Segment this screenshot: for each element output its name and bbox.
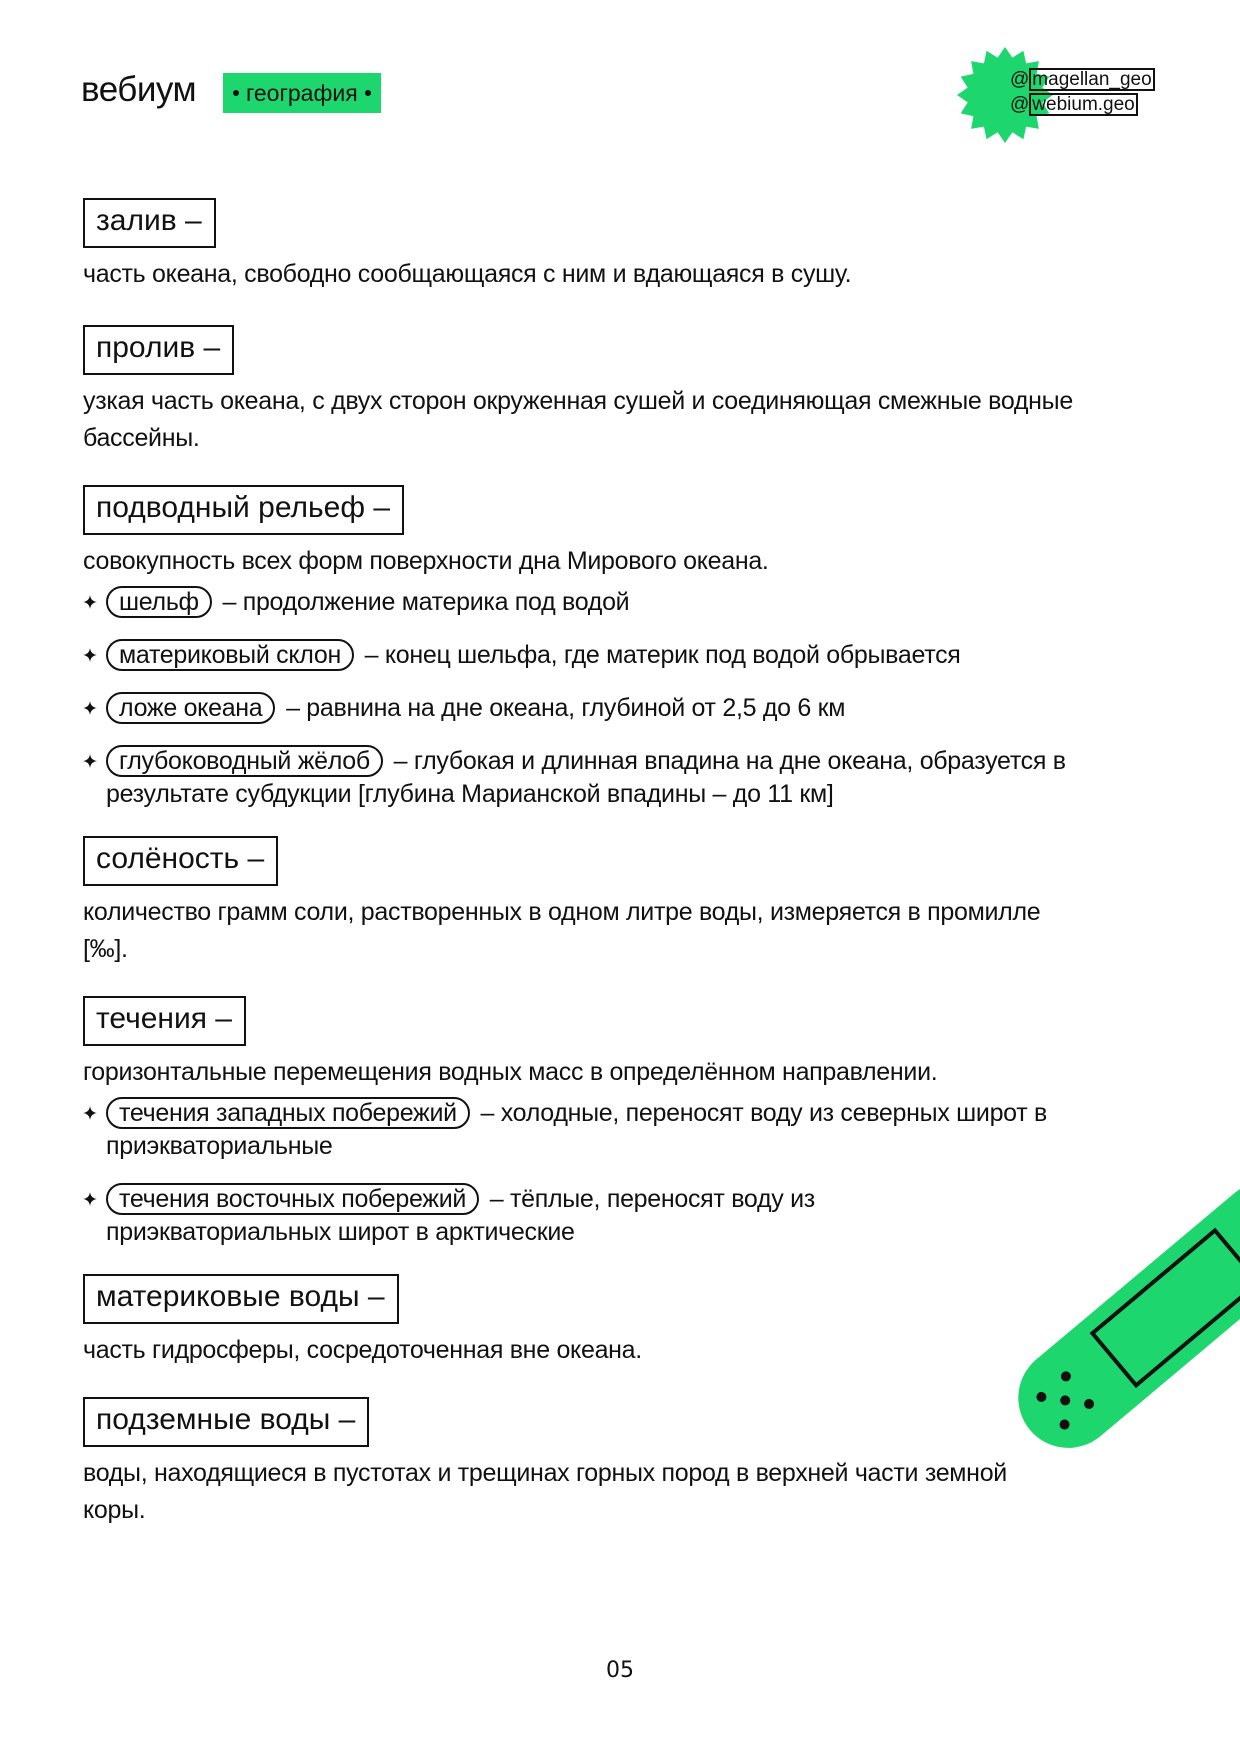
term-pill: течения восточных побережий [106,1183,479,1215]
term-pill: глубоководный жёлоб [106,745,383,777]
glossary-entry [83,485,1163,811]
term: подземные воды – [83,1397,369,1447]
dot-icon [233,90,239,96]
list-item [83,1183,906,1249]
bandage-icon [1000,1160,1240,1480]
bullet-list [83,586,1163,811]
handle-name: magellan_geo [1029,68,1154,91]
term-pill: ложе океана [106,692,275,724]
term: солёность – [83,836,278,886]
definition: количество грамм соли, растворенных в одном литре воды, измеряется в промилле [‰]. [83,898,1041,963]
glossary-entry [83,836,1163,968]
definition: воды, находящиеся в пустотах и трещинах горных пород в верхней части земной коры. [83,1459,1007,1524]
definition: часть океана, свободно сообщающаяся с ним и вдающаяся в сушу. [83,260,852,288]
term: течения – [83,996,246,1046]
bullet-text: – равнина на дне океана, глубиной от 2,5 до 6 км [286,694,846,722]
term: залив – [83,198,216,248]
definition: горизонтальные перемещения водных масс в определённом направлении. [83,1058,938,1086]
dot-icon [365,90,371,96]
list-item [83,1097,1166,1163]
term-pill: шельф [106,586,212,618]
subject-badge [223,73,381,113]
bullet-text: – холодные, переносят воду из северных широт в приэкваториальные [106,1099,1048,1160]
subject-label: география [246,79,358,106]
brand-logo: вебиум [81,70,197,109]
list-item [83,692,1163,725]
glossary-entry [83,198,1163,293]
glossary-entry [83,325,1163,457]
bullet-text: – тёплые, переносят воду из приэкваториальных широт в арктические [106,1185,815,1246]
bullet-text: – конец шельфа, где материк под водой обрывается [364,641,961,669]
term: материковые воды – [83,1274,399,1324]
four-point-star-icon [83,754,97,768]
term-pill: материковый склон [106,639,354,671]
social-handles [955,40,1155,150]
handle-name: webium.geo [1029,93,1137,116]
term-pill: течения западных побережий [106,1097,470,1129]
definition: узкая часть океана, с двух сторон окруженная сушей и соединяющая смежные водные бассейны. [83,387,1073,452]
four-point-star-icon [83,648,97,662]
definition: часть гидросферы, сосредоточенная вне океана. [83,1336,642,1364]
list-item [83,586,1163,619]
at-sign: @ [1010,68,1030,90]
four-point-star-icon [83,1192,97,1206]
four-point-star-icon [83,595,97,609]
at-sign: @ [1010,93,1030,115]
bullet-text: – глубокая и длинная впадина на дне океана, образуется в результате субдукции [глубина Марианской впадины – до 11 км] [106,747,1066,808]
social-handle[interactable] [1010,93,1138,116]
four-point-star-icon [83,701,97,715]
term: пролив – [83,325,234,375]
social-handle[interactable] [1010,68,1155,91]
page-number: 05 [606,1658,634,1683]
definition: совокупность всех форм поверхности дна Мирового океана. [83,547,769,575]
term: подводный рельеф – [83,485,404,535]
bullet-text: – продолжение материка под водой [222,588,630,616]
list-item [83,639,1163,672]
four-point-star-icon [83,1106,97,1120]
list-item [83,745,1166,811]
